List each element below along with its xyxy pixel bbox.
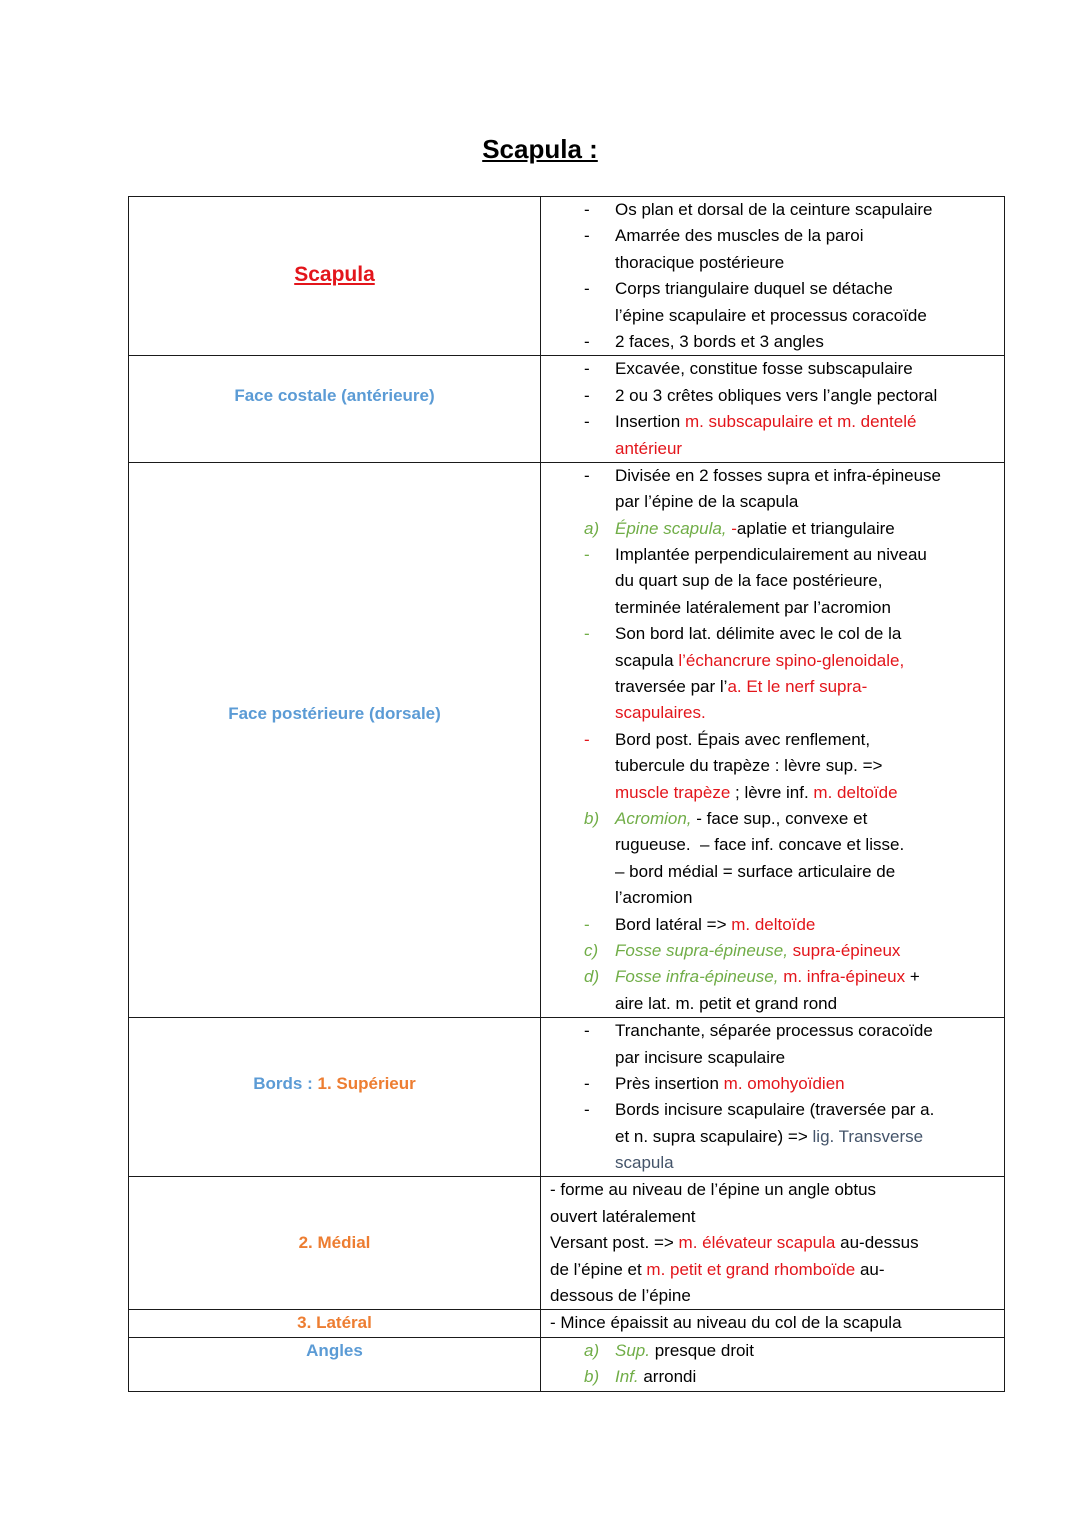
text-line	[541, 1177, 1004, 1203]
line-text: ; lèvre inf.	[730, 782, 814, 802]
highlight-red-text: a. Et le nerf supra-	[727, 677, 868, 697]
line-text: au-	[855, 1259, 885, 1279]
bullet-dash: -	[584, 412, 590, 432]
highlight-red-text: m. deltoïde	[813, 782, 898, 802]
list-letter: c)	[584, 940, 599, 960]
text-line	[541, 197, 1004, 223]
text-line	[541, 276, 1004, 302]
line-text: dessous de l’épine	[550, 1286, 691, 1306]
text-line	[541, 1124, 1004, 1150]
text-line	[541, 1230, 1004, 1256]
bullet-dash: -	[584, 624, 590, 644]
highlight-red-text: m. petit et grand rhomboïde	[646, 1259, 856, 1279]
bullet-dash: -	[584, 200, 590, 219]
text-line	[541, 436, 1004, 462]
text-line	[541, 489, 1004, 515]
text-line	[541, 329, 1004, 355]
table-row	[129, 462, 1005, 1017]
highlight-red-text: m. deltoïde	[731, 914, 816, 934]
list-letter: a)	[584, 1340, 600, 1360]
line-text: - Mince épaissit au niveau du col de la scapula	[550, 1313, 902, 1333]
subtitle-green-text: Sup.	[615, 1340, 650, 1360]
line-text: Corps triangulaire duquel se détache	[615, 279, 893, 299]
text-line	[541, 700, 1004, 726]
text-line	[541, 463, 1004, 489]
text-line	[541, 356, 1004, 382]
line-text: Son bord lat. délimite avec le col de la	[615, 624, 902, 644]
highlight-red-text: scapulaires.	[615, 703, 706, 723]
row-label-cell	[129, 197, 541, 356]
row-label-cell	[129, 1337, 541, 1391]
line-text: l’épine scapulaire et processus coracoïde	[615, 305, 927, 325]
text-line	[541, 1018, 1004, 1044]
bullet-dash: -	[584, 385, 590, 405]
row-label-cell	[129, 356, 541, 463]
text-line	[541, 1364, 1004, 1390]
highlight-red-text: antérieur	[615, 438, 683, 458]
text-line	[541, 542, 1004, 568]
bullet-dash: -	[584, 226, 590, 246]
section-label: Angles	[306, 1340, 363, 1360]
line-text: Divisée en 2 fosses supra et infra-épineuse	[615, 465, 942, 485]
line-text: Insertion	[615, 412, 685, 432]
line-text: 2 faces, 3 bords et 3 angles	[615, 331, 824, 351]
line-text: Os plan et dorsal de la ceinture scapulaire	[615, 200, 933, 219]
text-line	[541, 648, 1004, 674]
highlight-red-text: m. subscapulaire et m. dentelé	[684, 412, 917, 432]
table-row	[129, 1337, 1005, 1391]
bullet-dash: -	[584, 1021, 590, 1041]
row-label-cell	[129, 1177, 541, 1310]
row-content-cell	[541, 1337, 1005, 1391]
text-line	[541, 912, 1004, 938]
text-line	[541, 753, 1004, 779]
text-line	[541, 1338, 1004, 1364]
list-letter: a)	[584, 518, 600, 538]
table-row	[129, 356, 1005, 463]
bullet-dash: -	[584, 729, 590, 749]
ligament-text: scapula	[615, 1153, 674, 1173]
line-text: Versant post. =>	[550, 1233, 679, 1253]
line-text: traversée par l’	[615, 677, 728, 697]
section-label: Scapula	[294, 263, 375, 287]
section-label: 1. Supérieur	[317, 1074, 416, 1094]
bullet-dash: -	[584, 279, 590, 299]
line-text: arrondi	[638, 1367, 697, 1387]
highlight-red-text: m. omohyoïdien	[723, 1073, 845, 1093]
line-text: Bord latéral =>	[615, 914, 732, 934]
bullet-dash: -	[584, 359, 590, 379]
row-label-cell	[129, 1310, 541, 1337]
bullet-dash: -	[584, 1073, 590, 1093]
ligament-text: lig. Transverse	[812, 1126, 924, 1146]
line-text: de l’épine et	[550, 1259, 647, 1279]
line-text: aire lat. m. petit et grand rond	[615, 993, 838, 1013]
text-line	[541, 1045, 1004, 1071]
section-label: 3. Latéral	[297, 1313, 372, 1333]
line-text: Près insertion	[615, 1073, 724, 1093]
line-text: aplatie et triangulaire	[736, 518, 895, 538]
row-content-cell	[541, 356, 1005, 463]
line-text: 2 ou 3 crêtes obliques vers l’angle pectoral	[615, 385, 938, 405]
bullet-dash: -	[584, 914, 590, 934]
list-letter: b)	[584, 808, 600, 828]
line-text: Bords incisure scapulaire (traversée par a.	[615, 1100, 935, 1120]
text-line	[541, 991, 1004, 1017]
text-line	[541, 1204, 1004, 1230]
row-content-cell	[541, 462, 1005, 1017]
text-line	[541, 964, 1004, 990]
text-line	[541, 1257, 1004, 1283]
text-line	[541, 568, 1004, 594]
table-row	[129, 1310, 1005, 1337]
list-letter: b)	[584, 1367, 600, 1387]
line-text: au-dessus	[835, 1233, 919, 1253]
text-line	[541, 1097, 1004, 1123]
row-content-cell	[541, 1177, 1005, 1310]
table-row	[129, 1018, 1005, 1177]
line-text: l’acromion	[615, 888, 693, 908]
line-text: Amarrée des muscles de la paroi	[615, 226, 864, 246]
highlight-red-text: -	[731, 518, 737, 538]
text-line	[541, 1283, 1004, 1309]
text-line	[541, 727, 1004, 753]
subtitle-green-text: Épine scapula,	[615, 518, 732, 538]
subtitle-green-text: Fosse infra-épineuse,	[615, 967, 784, 987]
line-text: Tranchante, séparée processus coracoïde	[615, 1021, 933, 1041]
text-line	[541, 859, 1004, 885]
subtitle-green-text: Inf.	[615, 1367, 639, 1387]
section-label-prefix: Bords :	[253, 1074, 318, 1094]
text-line	[541, 516, 1004, 542]
highlight-red-text: muscle trapèze	[615, 782, 731, 802]
line-text: et n. supra scapulaire) =>	[615, 1126, 813, 1146]
bullet-dash: -	[584, 545, 590, 565]
row-content-cell	[541, 1310, 1005, 1337]
text-line	[541, 223, 1004, 249]
line-text: Bord post. Épais avec renflement,	[615, 729, 871, 749]
line-text: scapula	[615, 650, 679, 670]
highlight-red-text: l’échancrure spino-glenoidale,	[678, 650, 905, 670]
text-line	[541, 595, 1004, 621]
line-text: du quart sup de la face postérieure,	[615, 571, 883, 591]
text-line	[541, 885, 1004, 911]
line-text: thoracique postérieure	[615, 252, 785, 272]
line-text: presque droit	[649, 1340, 754, 1360]
highlight-red-text: m. élévateur scapula	[678, 1233, 836, 1253]
text-line	[541, 250, 1004, 276]
line-text: terminée latéralement par l’acromion	[615, 597, 891, 617]
line-text: tubercule du trapèze : lèvre sup. =>	[615, 756, 883, 776]
line-text: - face sup., convexe et	[691, 808, 868, 828]
text-line	[541, 674, 1004, 700]
line-text: ouvert latéralement	[550, 1206, 696, 1226]
text-line	[541, 621, 1004, 647]
highlight-red-text: m. infra-épineux	[783, 967, 906, 987]
text-line	[541, 303, 1004, 329]
line-text: par l’épine de la scapula	[615, 492, 799, 512]
table-row	[129, 1177, 1005, 1310]
line-text: - forme au niveau de l’épine un angle obtus	[550, 1180, 877, 1200]
row-label-cell	[129, 1018, 541, 1177]
row-content-cell	[541, 197, 1005, 356]
subtitle-green-text: Acromion,	[615, 808, 692, 828]
section-label: Face costale (antérieure)	[234, 385, 435, 405]
bullet-dash: -	[584, 465, 590, 485]
line-text: +	[905, 967, 920, 987]
list-letter: d)	[584, 967, 600, 987]
line-text: Excavée, constitue fosse subscapulaire	[615, 359, 913, 379]
text-line	[541, 832, 1004, 858]
text-line	[541, 1150, 1004, 1176]
bullet-dash: -	[584, 331, 590, 351]
section-label: 2. Médial	[298, 1233, 371, 1253]
row-content-cell	[541, 1018, 1005, 1177]
subtitle-green-text: Fosse supra-épineuse,	[615, 940, 793, 960]
table-row	[129, 197, 1005, 356]
text-line	[541, 383, 1004, 409]
bullet-dash: -	[584, 1100, 590, 1120]
text-line	[541, 806, 1004, 832]
scapula-table	[128, 196, 1005, 1392]
line-text: – bord médial = surface articulaire de	[615, 861, 896, 881]
text-line	[541, 780, 1004, 806]
section-label: Face postérieure (dorsale)	[228, 703, 441, 723]
line-text: par incisure scapulaire	[615, 1047, 786, 1067]
highlight-red-text: supra-épineux	[792, 940, 901, 960]
line-text: Implantée perpendiculairement au niveau	[615, 545, 927, 565]
text-line	[541, 938, 1004, 964]
text-line	[541, 409, 1004, 435]
text-line	[541, 1310, 1004, 1336]
page-title: Scapula :	[482, 134, 598, 164]
row-label-cell	[129, 462, 541, 1017]
text-line	[541, 1071, 1004, 1097]
line-text: rugueuse. – face inf. concave et lisse.	[615, 835, 905, 855]
